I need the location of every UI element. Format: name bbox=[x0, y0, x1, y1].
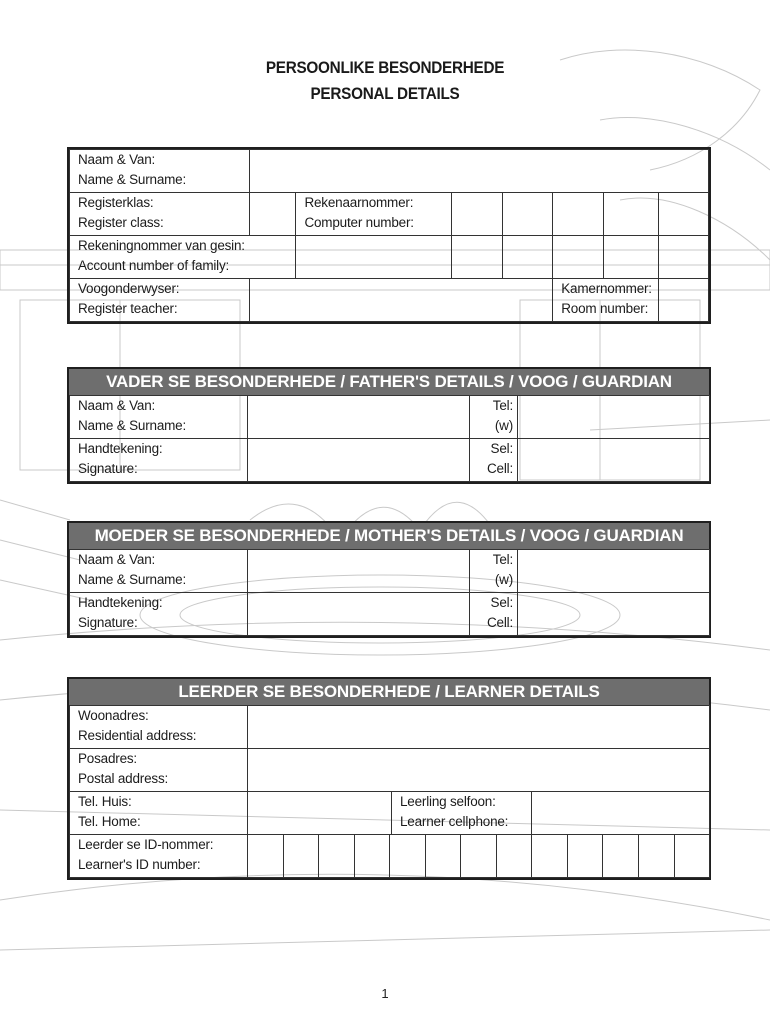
home-tel-label: Tel. Huis: Tel. Home: bbox=[70, 792, 248, 835]
home-tel-field[interactable] bbox=[248, 792, 392, 835]
id-digit-box[interactable] bbox=[675, 835, 710, 877]
account-number-digit[interactable] bbox=[452, 236, 503, 279]
computer-number-digit[interactable] bbox=[502, 193, 553, 236]
id-digit-box[interactable] bbox=[248, 835, 284, 877]
id-digit-box[interactable] bbox=[603, 835, 639, 877]
mother-details-section bbox=[67, 521, 711, 638]
id-digit-box[interactable] bbox=[568, 835, 604, 877]
id-digit-box[interactable] bbox=[497, 835, 533, 877]
computer-number-digit[interactable] bbox=[603, 193, 659, 236]
computer-number-label: Rekenaarnommer: Computer number: bbox=[296, 193, 452, 236]
learner-id-field bbox=[248, 835, 710, 878]
room-number-label: Kamernommer: Room number: bbox=[553, 279, 659, 322]
account-number-digit[interactable] bbox=[603, 236, 659, 279]
mother-section-header: MOEDER SE BESONDERHEDE / MOTHER'S DETAILS / VOOG / GUARDIAN bbox=[69, 523, 709, 549]
father-name-label: Naam & Van: Name & Surname: bbox=[70, 396, 248, 439]
mother-name-field[interactable] bbox=[248, 550, 470, 593]
learner-section-header: LEERDER SE BESONDERHEDE / LEARNER DETAILS bbox=[69, 679, 709, 705]
register-class-field[interactable] bbox=[249, 193, 296, 236]
learner-id-label: Leerder se ID-nommer: Learner's ID number: bbox=[70, 835, 248, 878]
id-digit-box[interactable] bbox=[284, 835, 320, 877]
id-digit-box[interactable] bbox=[461, 835, 497, 877]
father-tel-field[interactable] bbox=[518, 396, 710, 439]
name-label: Naam & Van: Name & Surname: bbox=[70, 150, 250, 193]
mother-cell-field[interactable] bbox=[518, 593, 710, 636]
register-teacher-field[interactable] bbox=[249, 279, 552, 322]
father-tel-label: Tel: (w) bbox=[470, 396, 518, 439]
computer-number-digit[interactable] bbox=[452, 193, 503, 236]
computer-number-digit[interactable] bbox=[553, 193, 604, 236]
mother-signature-field[interactable] bbox=[248, 593, 470, 636]
mother-tel-field[interactable] bbox=[518, 550, 710, 593]
name-field[interactable] bbox=[249, 150, 708, 193]
learner-cellphone-field[interactable] bbox=[532, 792, 710, 835]
father-signature-field[interactable] bbox=[248, 439, 470, 482]
residential-address-label: Woonadres: Residential address: bbox=[70, 706, 248, 749]
room-number-field[interactable] bbox=[659, 279, 709, 322]
account-number-digit[interactable] bbox=[659, 236, 709, 279]
id-digit-box[interactable] bbox=[426, 835, 462, 877]
learner-cellphone-label: Leerling selfoon: Learner cellphone: bbox=[392, 792, 532, 835]
account-number-digit[interactable] bbox=[553, 236, 604, 279]
page-title-english: PERSONAL DETAILS bbox=[310, 84, 460, 103]
learner-details-section bbox=[67, 677, 711, 880]
mother-signature-label: Handtekening: Signature: bbox=[70, 593, 248, 636]
computer-number-digit[interactable] bbox=[659, 193, 709, 236]
page-number: 1 bbox=[381, 986, 389, 1001]
id-digit-box[interactable] bbox=[390, 835, 426, 877]
register-teacher-label: Voogonderwyser: Register teacher: bbox=[70, 279, 250, 322]
id-digit-box[interactable] bbox=[532, 835, 568, 877]
father-cell-label: Sel: Cell: bbox=[470, 439, 518, 482]
residential-address-field[interactable] bbox=[248, 706, 710, 749]
mother-name-label: Naam & Van: Name & Surname: bbox=[70, 550, 248, 593]
mother-tel-label: Tel: (w) bbox=[470, 550, 518, 593]
account-number-label: Rekeningnommer van gesin: Account number of family: bbox=[70, 236, 296, 279]
account-number-digit[interactable] bbox=[296, 236, 452, 279]
register-class-label: Registerklas: Register class: bbox=[70, 193, 250, 236]
id-digit-box[interactable] bbox=[319, 835, 355, 877]
mother-cell-label: Sel: Cell: bbox=[470, 593, 518, 636]
id-digit-box[interactable] bbox=[355, 835, 391, 877]
postal-address-field[interactable] bbox=[248, 749, 710, 792]
father-details-section bbox=[67, 367, 711, 484]
page-title-afrikaans: PERSOONLIKE BESONDERHEDE bbox=[265, 58, 505, 77]
father-section-header: VADER SE BESONDERHEDE / FATHER'S DETAILS / VOOG / GUARDIAN bbox=[69, 369, 709, 395]
account-number-digit[interactable] bbox=[502, 236, 553, 279]
id-digit-box[interactable] bbox=[639, 835, 675, 877]
father-name-field[interactable] bbox=[248, 396, 470, 439]
father-signature-label: Handtekening: Signature: bbox=[70, 439, 248, 482]
father-cell-field[interactable] bbox=[518, 439, 710, 482]
postal-address-label: Posadres: Postal address: bbox=[70, 749, 248, 792]
personal-details-section bbox=[67, 147, 711, 324]
